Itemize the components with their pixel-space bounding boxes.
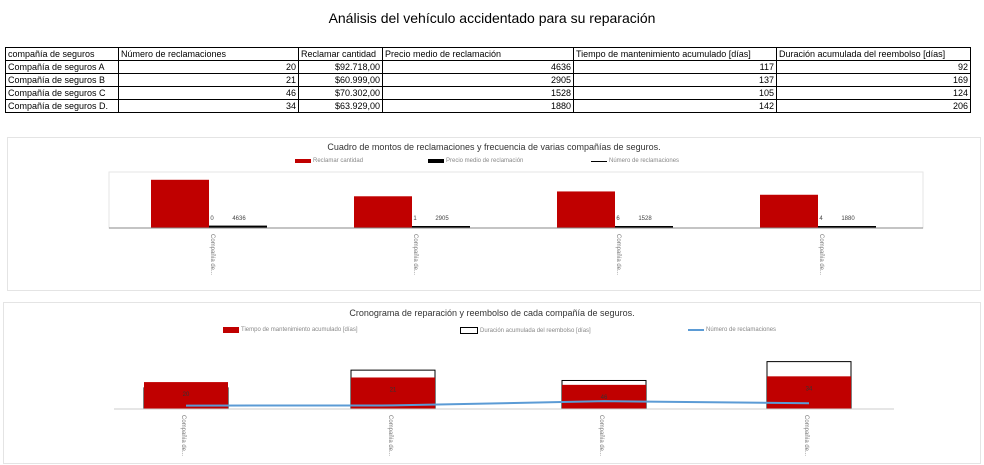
cell-maintenance-time: 105 xyxy=(574,87,777,100)
header-claim-amount: Reclamar cantidad xyxy=(299,48,383,61)
cell-average-price: 2905 xyxy=(383,74,574,87)
legend-label: Número de reclamaciones xyxy=(609,158,680,164)
cell-refund-duration: 92 xyxy=(777,61,971,74)
cell-refund-duration: 169 xyxy=(777,74,971,87)
bar-claim-amount xyxy=(760,195,818,228)
table-row xyxy=(6,74,971,87)
legend-label: Tiempo de mantenimiento acumulado [días] xyxy=(241,327,358,333)
cell-refund-duration: 206 xyxy=(777,100,971,113)
category-label: Compañía de... xyxy=(818,234,824,276)
cell-claims-count: 46 xyxy=(119,87,299,100)
chart2-svg xyxy=(4,303,980,463)
category-label: Compañía de... xyxy=(615,234,621,276)
table-row xyxy=(6,61,971,74)
header-claims-count: Número de reclamaciones xyxy=(119,48,299,61)
data-label-average-price: 2905 xyxy=(435,216,449,222)
cell-maintenance-time: 142 xyxy=(574,100,777,113)
cell-maintenance-time: 137 xyxy=(574,74,777,87)
cell-refund-duration: 124 xyxy=(777,87,971,100)
data-label-claims-count: 34 xyxy=(805,386,813,393)
bar-claim-amount xyxy=(557,191,615,228)
data-label-claims-count: 6 xyxy=(616,216,620,222)
category-label: Compañía de... xyxy=(209,234,215,276)
data-label-claims-count: 20 xyxy=(182,392,190,399)
data-label-claims-count: 46 xyxy=(600,394,608,401)
line-claims-count xyxy=(186,401,809,405)
cell-claims-count: 34 xyxy=(119,100,299,113)
cell-claim-amount: $63.929,00 xyxy=(299,100,383,113)
chart2-title: Cronograma de reparación y reembolso de cada compañía de seguros. xyxy=(349,308,635,318)
cell-claim-amount: $60.999,00 xyxy=(299,74,383,87)
cell-claims-count: 20 xyxy=(119,61,299,74)
chart1-title: Cuadro de montos de reclamaciones y frecuencia de varias compañías de seguros. xyxy=(327,142,661,152)
cell-average-price: 1880 xyxy=(383,100,574,113)
header-average-price: Precio medio de reclamación xyxy=(383,48,574,61)
legend-label: Duración acumulada del reembolso [días] xyxy=(480,327,591,334)
table-header-row xyxy=(6,48,971,61)
legend-label: Reclamar cantidad xyxy=(313,158,364,164)
cell-company: Compañía de seguros C xyxy=(6,87,119,100)
cell-average-price: 4636 xyxy=(383,61,574,74)
data-label-claims-count: 0 xyxy=(210,216,214,222)
chart1-svg xyxy=(8,138,980,290)
bar-claim-amount xyxy=(151,180,209,228)
bar-claim-amount xyxy=(354,196,412,228)
data-label-claims-count: 21 xyxy=(389,387,397,394)
category-label: Compañía de... xyxy=(803,415,809,457)
cell-claim-amount: $92.718,00 xyxy=(299,61,383,74)
data-label-average-price: 1528 xyxy=(638,216,652,222)
data-label-claims-count: 1 xyxy=(413,216,417,222)
cell-company: Compañía de seguros B xyxy=(6,74,119,87)
cell-maintenance-time: 117 xyxy=(574,61,777,74)
cell-claim-amount: $70.302,00 xyxy=(299,87,383,100)
table-row xyxy=(6,100,971,113)
legend-label: Precio medio de reclamación xyxy=(446,158,524,164)
header-refund-duration: Duración acumulada del reembolso [días] xyxy=(777,48,971,61)
category-label: Compañía de... xyxy=(412,234,418,276)
bar-maintenance-time xyxy=(767,376,851,409)
category-label: Compañía de... xyxy=(180,415,186,457)
data-label-average-price: 4636 xyxy=(232,216,246,222)
table-row xyxy=(6,87,971,100)
cell-company: Compañía de seguros A xyxy=(6,61,119,74)
claims-chart-panel xyxy=(7,137,981,291)
legend-label: Número de reclamaciones xyxy=(706,327,777,333)
category-label: Compañía de... xyxy=(598,415,604,457)
category-label: Compañía de... xyxy=(387,415,393,457)
cell-claims-count: 21 xyxy=(119,74,299,87)
cell-company: Compañía de seguros D. xyxy=(6,100,119,113)
header-company: compañía de seguros xyxy=(6,48,119,61)
timeline-chart-panel xyxy=(3,302,981,464)
data-label-average-price: 1880 xyxy=(841,216,855,222)
claims-table xyxy=(5,47,971,113)
data-label-claims-count: 4 xyxy=(819,216,823,222)
cell-average-price: 1528 xyxy=(383,87,574,100)
header-maintenance-time: Tiempo de mantenimiento acumulado [días] xyxy=(574,48,777,61)
page-title: Análisis del vehículo accidentado para su reparación xyxy=(328,10,656,26)
